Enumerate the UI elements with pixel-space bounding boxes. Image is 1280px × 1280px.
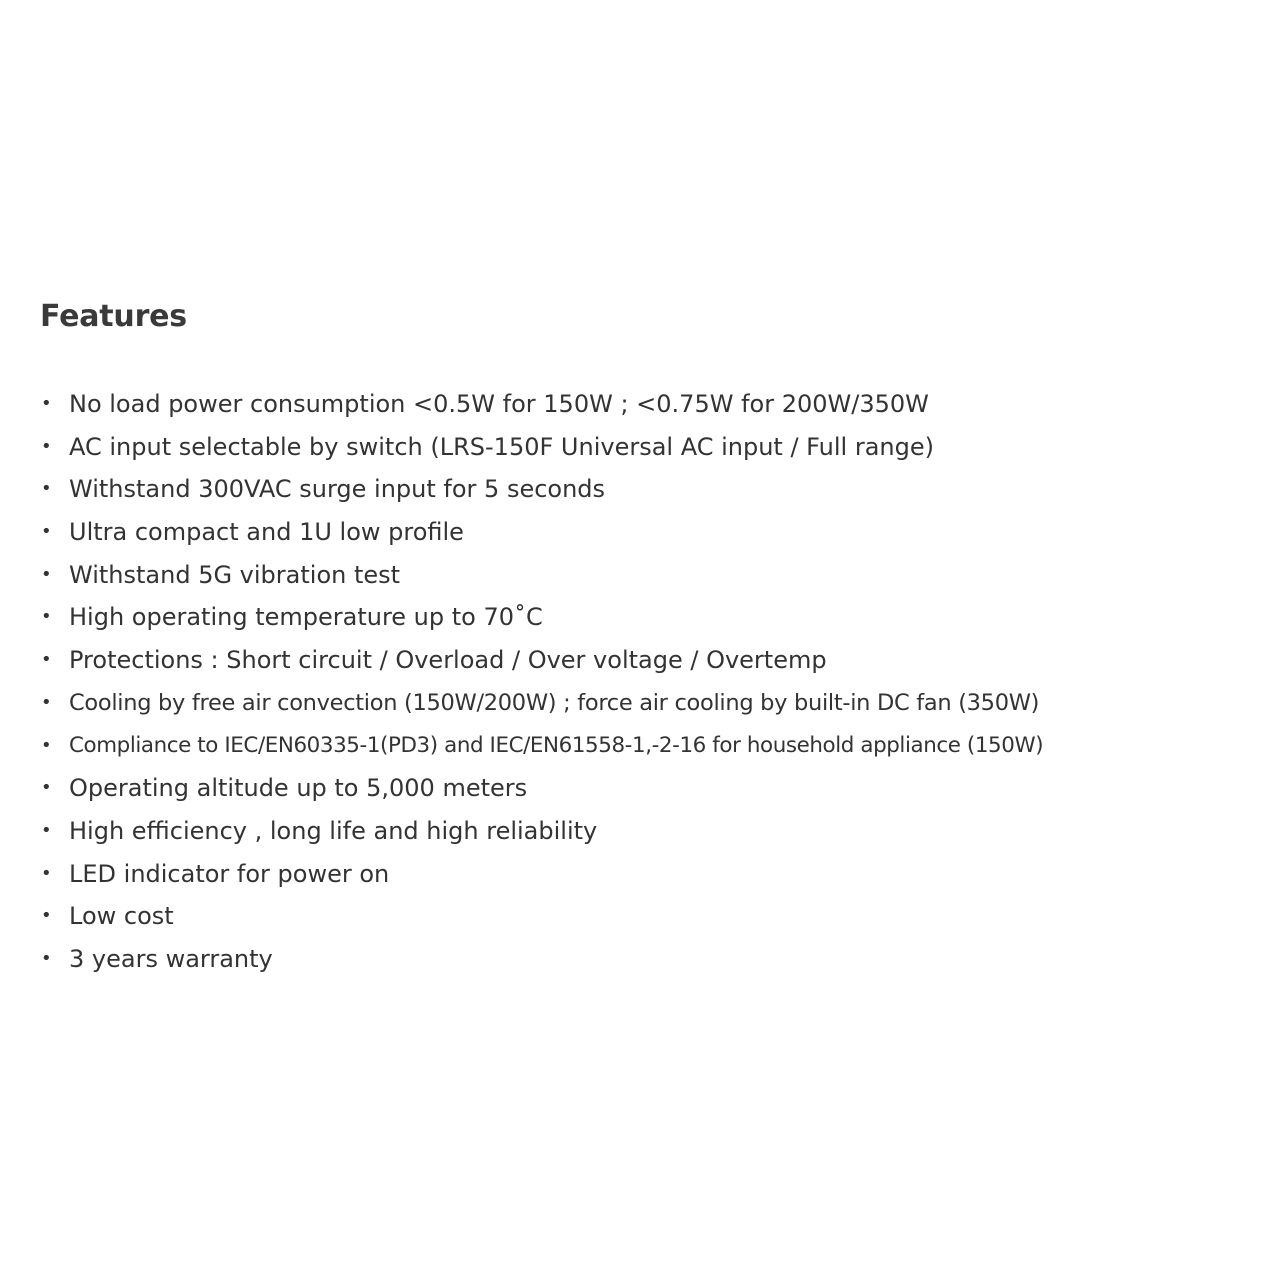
feature-text: Ultra compact and 1U low profile [69,518,464,547]
bullet-icon: • [41,393,52,414]
feature-text: LED indicator for power on [69,859,390,888]
feature-text: Operating altitude up to 5,000 meters [69,774,528,803]
list-item [40,938,1265,981]
bullet-icon: • [41,862,52,884]
bullet-icon: • [41,777,52,799]
features-heading: Features [40,299,187,334]
list-item [40,725,1265,768]
list-item [40,853,1265,896]
bullet-icon: • [41,649,52,671]
list-item [40,468,1265,511]
feature-text: High efficiency , long life and high reliability [69,816,598,845]
bullet-icon: • [41,905,52,927]
bullet-icon: • [41,606,52,628]
feature-text: Low cost [69,902,174,931]
feature-text: Withstand 5G vibration test [69,560,401,589]
feature-text: Protections : Short circuit / Overload / Over voltage / Overtemp [69,646,827,675]
bullet-icon: • [41,521,52,543]
bullet-icon: • [41,478,52,500]
bullet-icon: • [41,734,52,756]
list-item [40,511,1265,554]
bullet-icon: • [41,563,52,585]
list-item [40,682,1265,725]
features-section [40,296,1265,981]
list-item [40,895,1265,938]
list-item [40,383,1265,426]
bullet-icon: • [41,691,52,713]
list-item [40,810,1265,853]
feature-text: Cooling by free air convection (150W/200W) ; force air cooling by built-in DC fan (350W) [69,689,1040,716]
feature-text: High operating temperature up to 70˚C [69,603,543,632]
list-item [40,639,1265,682]
feature-text: No load power consumption <0.5W for 150W ; <0.75W for 200W/350W [69,390,929,418]
list-item [40,426,1265,469]
list-item [40,596,1265,639]
feature-text: AC input selectable by switch (LRS-150F Universal AC input / Full range) [69,432,934,461]
feature-text: Withstand 300VAC surge input for 5 seconds [69,475,606,504]
features-list [40,383,1265,981]
bullet-icon: • [41,947,52,969]
bullet-icon: • [41,435,52,457]
list-item [40,554,1265,597]
bullet-icon: • [41,819,52,841]
feature-text: 3 years warranty [69,944,273,973]
feature-text: Compliance to IEC/EN60335-1(PD3) and IEC/EN61558-1,-2-16 for household appliance (150W) [69,732,1044,758]
list-item [40,767,1265,810]
